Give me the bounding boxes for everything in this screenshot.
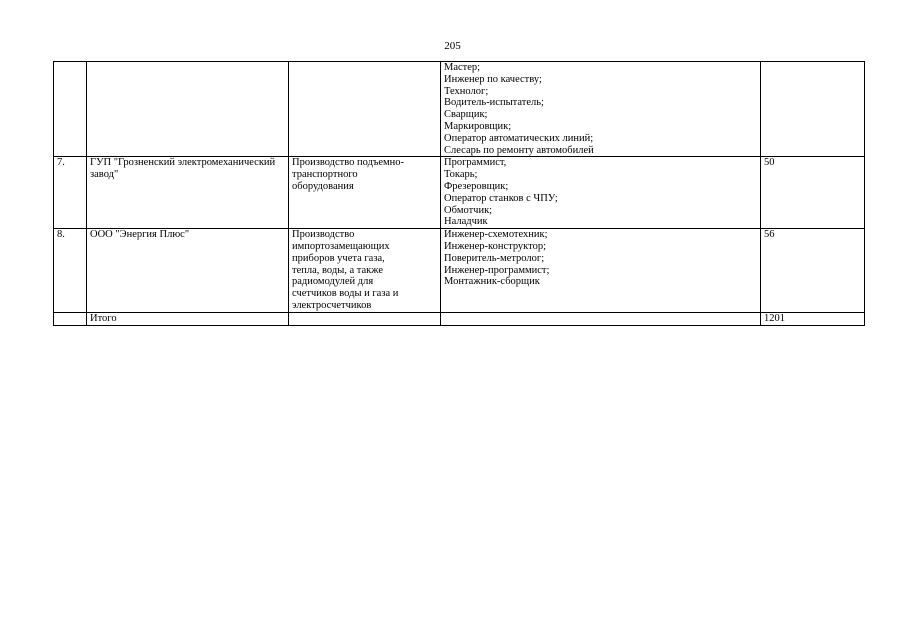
professions-cell xyxy=(441,312,761,325)
profession-item: Поверитель-метролог; xyxy=(444,252,545,264)
profession-item: Фрезеровщик; xyxy=(444,180,509,192)
production-cell xyxy=(289,157,441,229)
profession-item: Инженер-программист; xyxy=(444,264,550,276)
production-line: импортозамещающих xyxy=(292,240,390,252)
profession-item: Водитель-испытатель; xyxy=(444,97,544,109)
count-cell: 56 xyxy=(761,229,865,313)
production-line: Производство подъемно- xyxy=(292,157,405,169)
staff-table xyxy=(53,61,865,326)
production-cell xyxy=(289,312,441,325)
production-line: Производство xyxy=(292,229,355,241)
production-line: электросчетчиков xyxy=(292,299,372,311)
profession-item: Токарь; xyxy=(444,169,478,181)
page-number: 205 xyxy=(444,40,461,52)
organization-cell xyxy=(87,62,289,157)
professions-cell xyxy=(441,157,761,229)
profession-item: Сварщик; xyxy=(444,109,488,121)
production-cell xyxy=(289,62,441,157)
production-line: радиомодулей для xyxy=(292,276,374,288)
production-cell xyxy=(289,229,441,313)
total-row xyxy=(54,312,865,325)
profession-item: Инженер-конструктор; xyxy=(444,240,547,252)
profession-item: Программист, xyxy=(444,157,507,169)
production-line: приборов учета газа, xyxy=(292,252,385,264)
production-line: оборудования xyxy=(292,180,354,192)
count-cell: 50 xyxy=(761,157,865,229)
total-count: 1201 xyxy=(761,312,865,325)
total-label: Итого xyxy=(87,312,289,325)
production-line: тепла, воды, а также xyxy=(292,264,384,276)
production-line: транспортного xyxy=(292,169,358,181)
profession-item: Инженер-схемотехник; xyxy=(444,229,548,241)
professions-cell xyxy=(441,62,761,157)
profession-item: Инженер по качеству; xyxy=(444,73,542,85)
table-row xyxy=(54,62,865,157)
count-cell xyxy=(761,62,865,157)
row-number-cell: 8. xyxy=(54,229,87,313)
table-row xyxy=(54,229,865,313)
profession-item: Обмотчик; xyxy=(444,204,493,216)
profession-item: Наладчик xyxy=(444,216,488,228)
profession-item: Оператор автоматических линий; xyxy=(444,132,594,144)
profession-item: Маркировщик; xyxy=(444,120,512,132)
profession-item: Оператор станков с ЧПУ; xyxy=(444,192,558,204)
row-number-cell xyxy=(54,312,87,325)
production-line: счетчиков воды и газа и xyxy=(292,288,399,300)
organization-cell: ГУП "Грозненский электромеханический завод" xyxy=(87,157,289,229)
profession-item: Технолог; xyxy=(444,85,489,97)
profession-item: Мастер; xyxy=(444,62,481,73)
profession-item: Слесарь по ремонту автомобилей xyxy=(444,144,594,156)
row-number-cell xyxy=(54,62,87,157)
profession-item: Монтажник-сборщик xyxy=(444,276,540,288)
professions-cell xyxy=(441,229,761,313)
table-row xyxy=(54,157,865,229)
row-number-cell: 7. xyxy=(54,157,87,229)
organization-cell: ООО "Энергия Плюс" xyxy=(87,229,289,313)
